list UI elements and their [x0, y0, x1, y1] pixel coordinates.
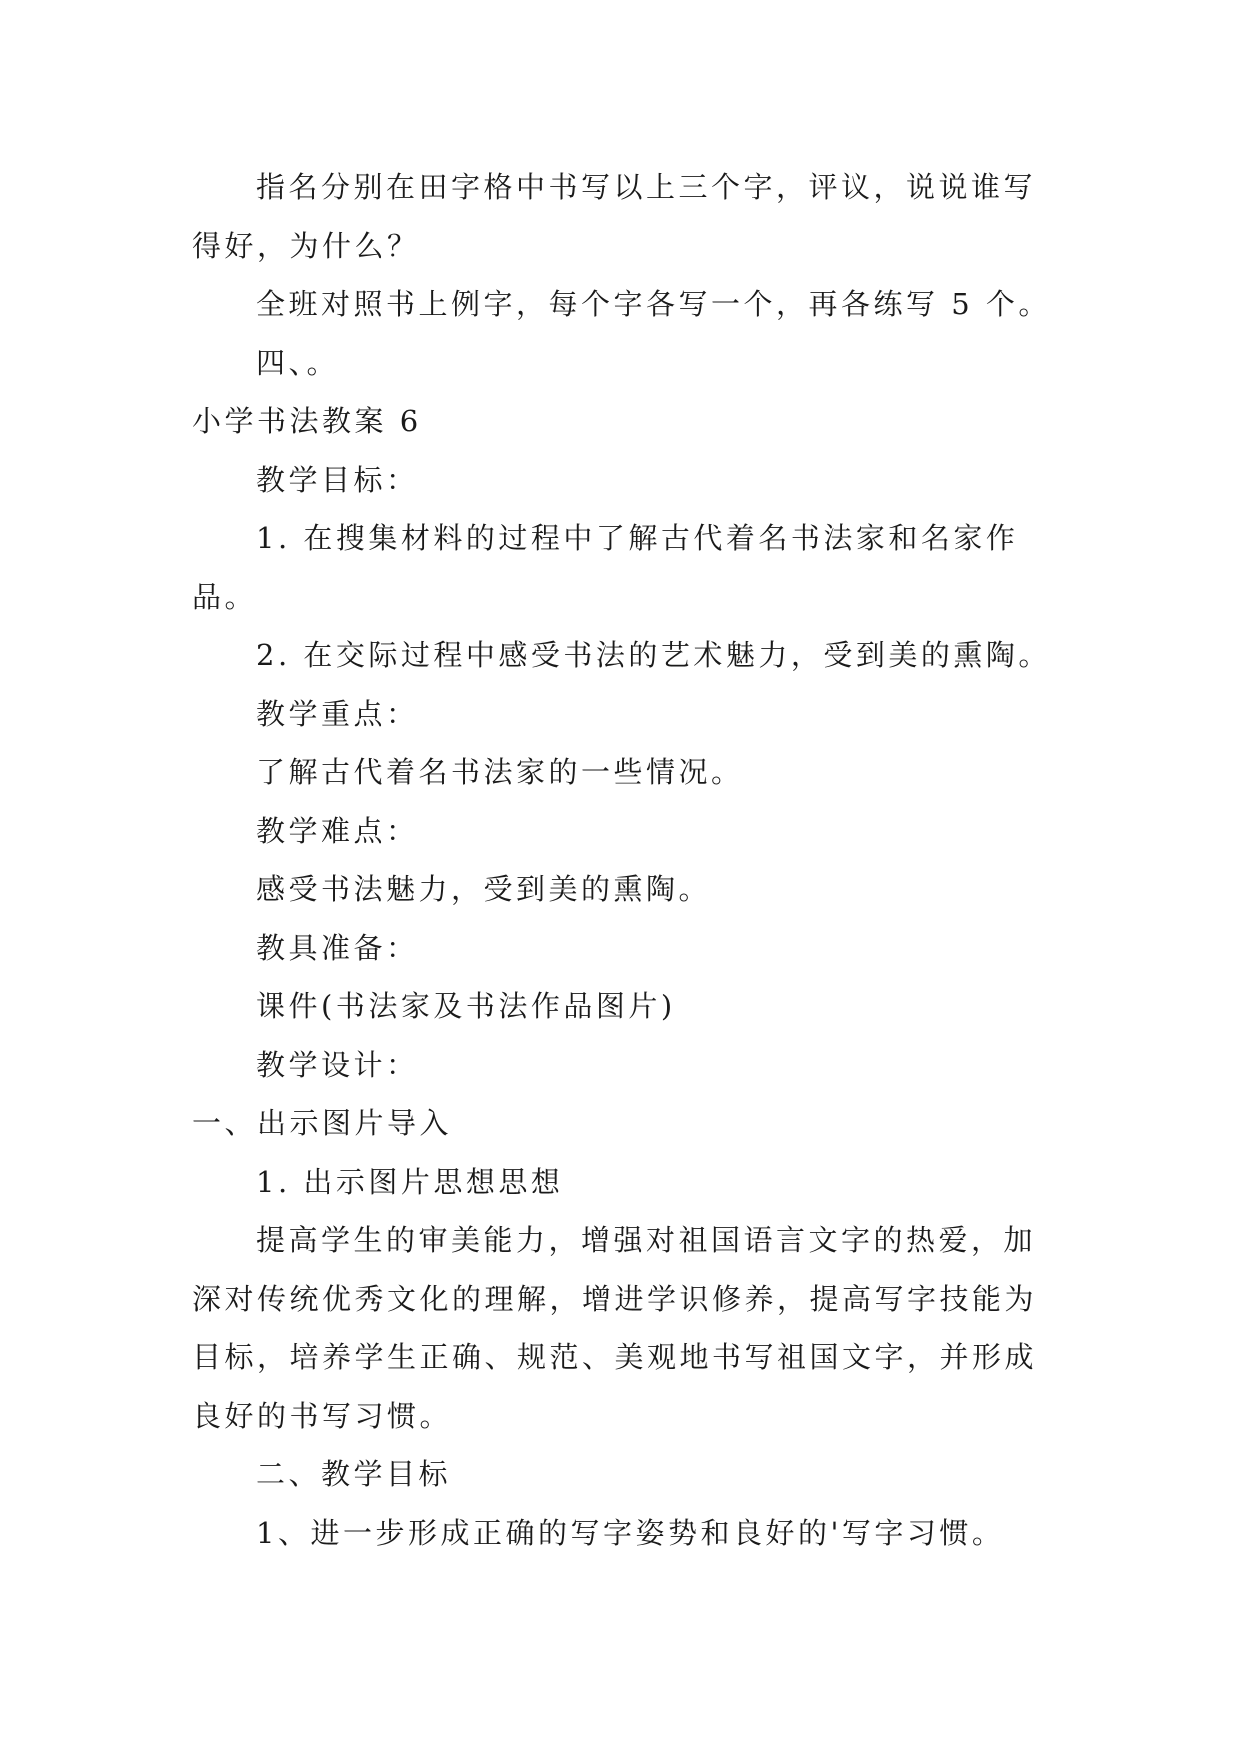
- paragraph-line: 良好的书写习惯。: [192, 1398, 453, 1433]
- paragraph-line: 深对传统优秀文化的理解，增进学识修养，提高写字技能为: [192, 1281, 1038, 1316]
- paragraph-line: 一、出示图片导入: [192, 1106, 453, 1140]
- document-body: [192, 158, 1062, 1562]
- paragraph-line: 全班对照书上例字，每个字各写一个，再各练写 5 个。: [256, 287, 1051, 321]
- paragraph-line: 品。: [192, 579, 258, 614]
- paragraph-line: 目标，培养学生正确、规范、美观地书写祖国文字，并形成: [192, 1340, 1038, 1374]
- paragraph-line: 二、教学目标: [256, 1457, 452, 1491]
- section-title: 小学书法教案 6: [192, 404, 422, 438]
- heading-design: 教学设计：: [256, 1047, 419, 1082]
- paragraph-line: 1. 在搜集材料的过程中了解古代着名书法家和名家作: [256, 521, 1019, 555]
- paragraph-line: 指名分别在田字格中书写以上三个字，评议，说说谁写: [256, 170, 1037, 204]
- paragraph-line: 2. 在交际过程中感受书法的艺术魅力，受到美的熏陶。: [256, 638, 1051, 672]
- heading-key-points: 教学重点：: [256, 696, 419, 731]
- paragraph-line: 了解古代着名书法家的一些情况。: [256, 755, 744, 789]
- heading-teaching-goals: 教学目标：: [256, 462, 419, 497]
- paragraph-line: 得好，为什么？: [192, 228, 420, 263]
- paragraph-line: 感受书法魅力，受到美的熏陶。: [256, 872, 712, 906]
- heading-materials: 教具准备：: [256, 930, 419, 965]
- paragraph-line: 提高学生的审美能力，增强对祖国语言文字的热爱，加: [256, 1223, 1037, 1257]
- paragraph-line: 1、进一步形成正确的写字姿势和良好的'写字习惯。: [256, 1515, 1005, 1550]
- paragraph-line: 四、。: [256, 345, 340, 380]
- paragraph-line: 课件(书法家及书法作品图片): [256, 989, 676, 1023]
- paragraph-line: 1. 出示图片思想思想: [256, 1164, 564, 1199]
- heading-difficulties: 教学难点：: [256, 813, 419, 848]
